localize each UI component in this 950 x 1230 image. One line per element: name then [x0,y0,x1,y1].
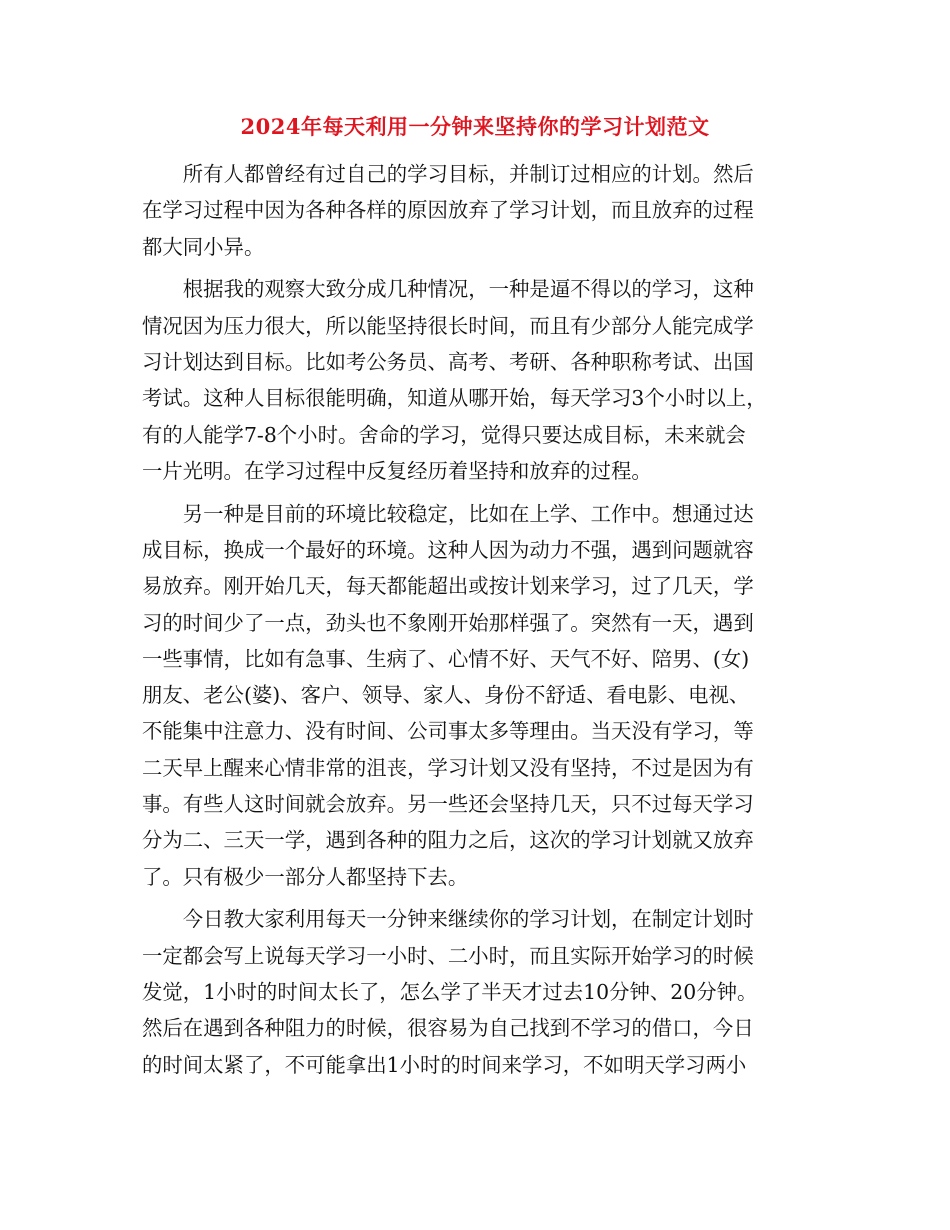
document-title: 2024年每天利用一分钟来坚持你的学习计划范文 [240,114,710,139]
text-line: 另一种是目前的环境比较稳定，比如在上学、工作中。想通过达 [182,501,754,526]
text-line: 有的人能学7-8个小时。舍命的学习，觉得只要达成目标，未来就会 [142,422,746,447]
text-line: 分为二、三天一学，遇到各种的阻力之后，这次的学习计划就又放弃 [142,828,754,853]
text-line: 今日教大家利用每天一分钟来继续你的学习计划，在制定计划时 [182,907,754,932]
text-line: 考试。这种人目标很能明确，知道从哪开始，每天学习3个小时以上， [142,386,767,411]
text-line: 事。有些人这时间就会放弃。另一些还会坚持几天，只不过每天学习 [142,792,754,817]
text-line: 习计划达到目标。比如考公务员、高考、考研、各种职称考试、出国 [142,349,754,374]
text-line: 的时间太紧了，不可能拿出1小时的时间来学习，不如明天学习两小 [142,1052,747,1077]
text-line: 易放弃。刚开始几天，每天都能超出或按计划来学习，过了几天，学 [142,574,754,599]
text-line: 一片光明。在学习过程中反复经历着坚持和放弃的过程。 [142,458,652,483]
text-line: 一些事情，比如有急事、生病了、心情不好、天气不好、陪男、(女) [142,646,750,671]
text-line: 根据我的观察大致分成几种情况，一种是逼不得以的学习，这种 [182,277,754,302]
document-body [142,156,802,1089]
text-line: 不能集中注意力、没有时间、公司事太多等理由。当天没有学习，等 [142,719,754,744]
paragraph [142,271,802,489]
text-line: 都大同小异。 [142,234,265,259]
text-line: 发觉，1小时的时间太长了，怎么学了半天才过去10分钟、20分钟。 [142,980,758,1005]
text-line: 成目标，换成一个最好的环境。这种人因为动力不强，遇到问题就容 [142,537,754,562]
paragraph [142,156,802,265]
paragraph [142,496,802,895]
text-line: 在学习过程中因为各种各样的原因放弃了学习计划，而且放弃的过程 [142,198,754,223]
text-line: 一定都会写上说每天学习一小时、二小时，而且实际开始学习的时候 [142,943,754,968]
text-line: 习的时间少了一点，劲头也不象刚开始那样强了。突然有一天，遇到 [142,610,754,635]
text-line: 然后在遇到各种阻力的时候，很容易为自己找到不学习的借口，今日 [142,1016,754,1041]
text-line: 朋友、老公(婆)、客户、领导、家人、身份不舒适、看电影、电视、 [142,683,750,708]
text-line: 所有人都曾经有过自己的学习目标，并制订过相应的计划。然后 [182,162,754,186]
text-line: 了。只有极少一部分人都坚持下去。 [142,864,469,889]
text-line: 二天早上醒来心情非常的沮丧，学习计划又没有坚持，不过是因为有 [142,755,754,780]
paragraph [142,901,802,1082]
text-line: 情况因为压力很大，所以能坚持很长时间，而且有少部分人能完成学 [142,313,754,338]
